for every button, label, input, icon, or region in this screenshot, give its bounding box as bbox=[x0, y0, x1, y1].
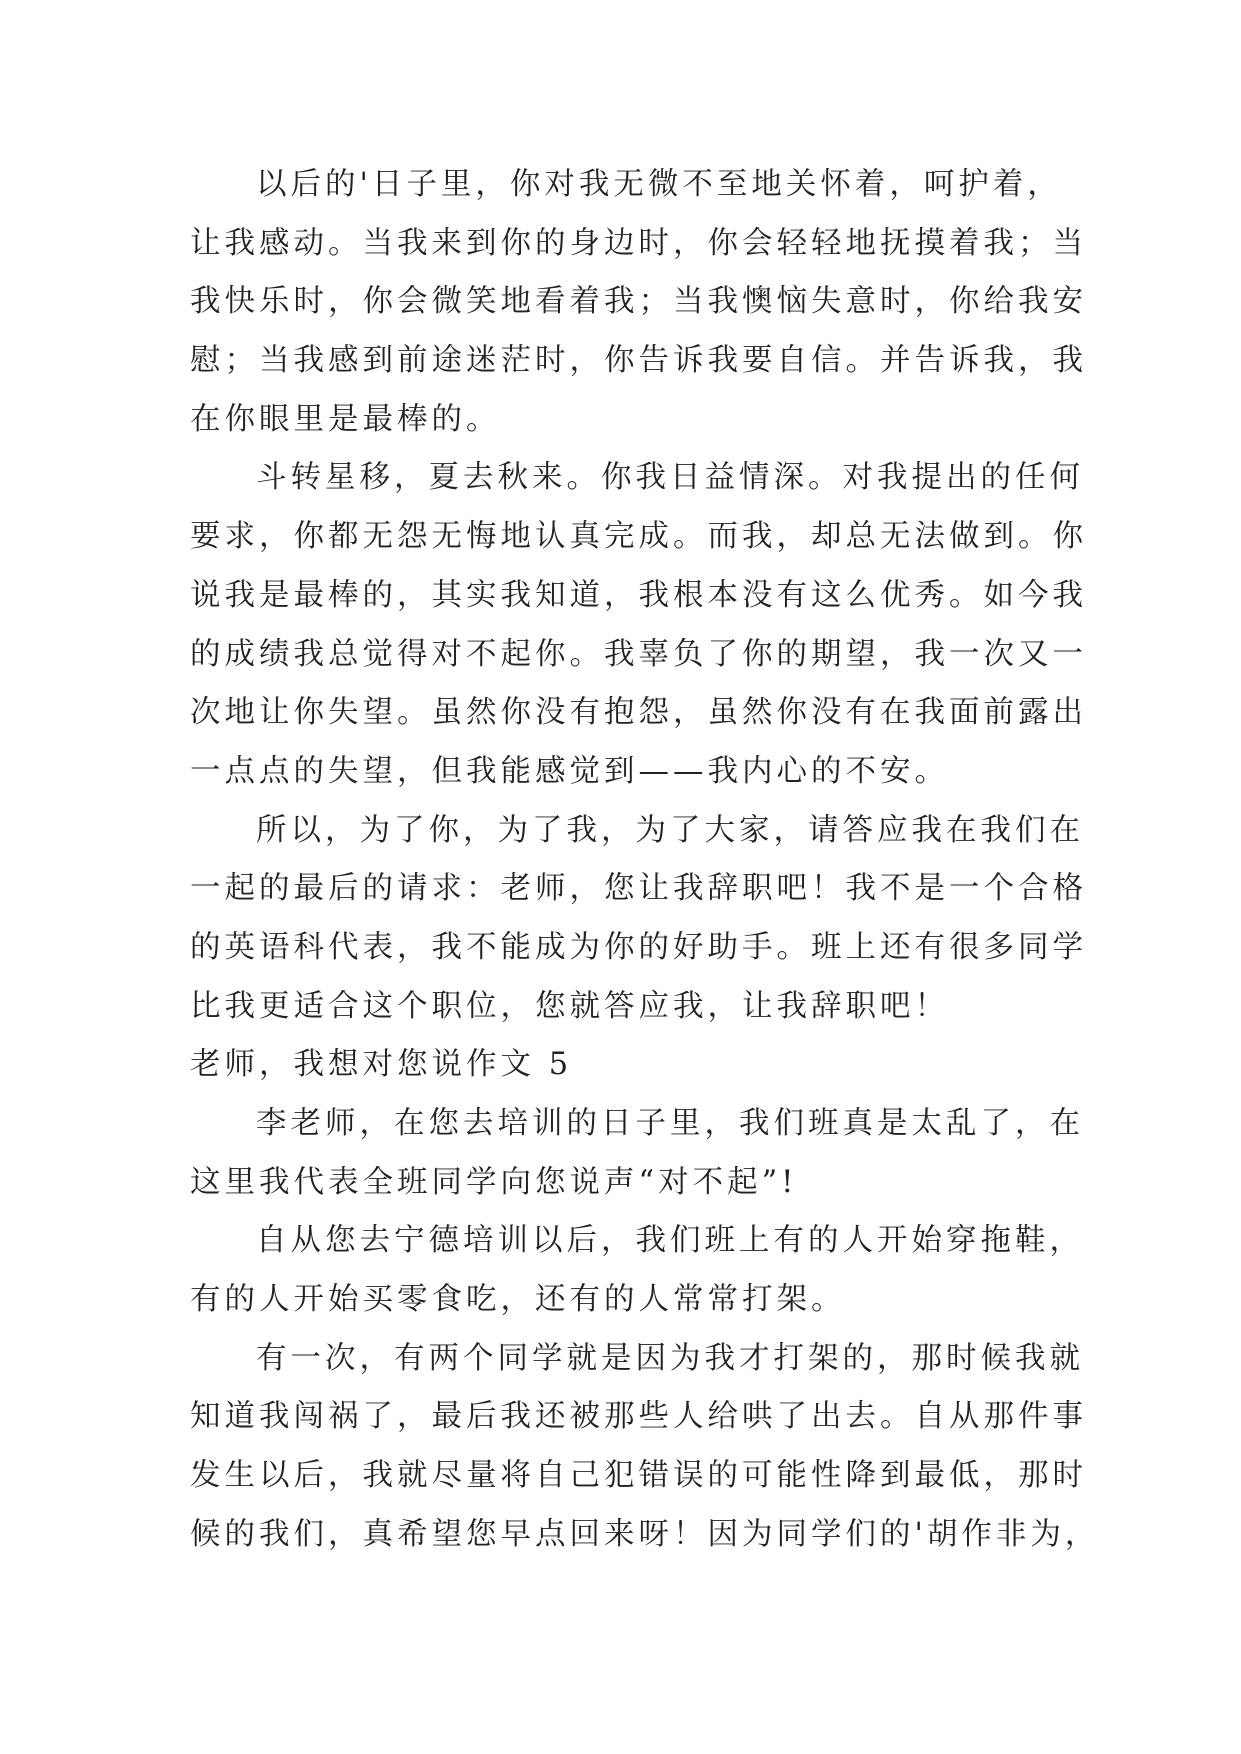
text-line: 李老师，在您去培训的日子里，我们班真是太乱了，在 bbox=[256, 1106, 1084, 1141]
text-line: 的英语科代表，我不能成为你的好助手。班上还有很多同学 bbox=[190, 929, 1087, 965]
text-line: 比我更适合这个职位，您就答应我，让我辞职吧！ bbox=[190, 988, 949, 1024]
text-line: 要求，你都无怨无悔地认真完成。而我，却总无法做到。你 bbox=[190, 519, 1087, 555]
text-line: 一起的最后的请求：老师，您让我辞职吧！我不是一个合格 bbox=[190, 871, 1087, 907]
text-line: 斗转星移，夏去秋来。你我日益情深。对我提出的任何 bbox=[256, 460, 1084, 496]
text-line: 的成绩我总觉得对不起你。我辜负了你的期望，我一次又一 bbox=[190, 636, 1087, 672]
text-line: 发生以后，我就尽量将自己犯错误的可能性降到最低，那时 bbox=[190, 1458, 1087, 1494]
text-line: 让我感动。当我来到你的身边时，你会轻轻地抚摸着我；当 bbox=[190, 225, 1087, 261]
text-line: 在你眼里是最棒的。 bbox=[190, 401, 501, 437]
section-heading: 老师，我想对您说作文 5 bbox=[190, 1047, 573, 1083]
text-line: 有的人开始买零食吃，还有的人常常打架。 bbox=[190, 1282, 846, 1318]
text-line: 有一次，有两个同学就是因为我才打架的，那时候我就 bbox=[256, 1340, 1084, 1376]
text-line: 我快乐时，你会微笑地看着我；当我懊恼失意时，你给我安 bbox=[190, 284, 1087, 320]
text-line: 次地让你失望。虽然你没有抱怨，虽然你没有在我面前露出 bbox=[190, 695, 1087, 731]
text-line: 以后的'日子里，你对我无微不至地关怀着，呵护着， bbox=[256, 167, 1062, 202]
text-line: 自从您去宁德培训以后，我们班上有的人开始穿拖鞋， bbox=[256, 1223, 1084, 1259]
text-line: 慰；当我感到前途迷茫时，你告诉我要自信。并告诉我，我 bbox=[190, 343, 1087, 379]
text-line: 知道我闯祸了，最后我还被那些人给哄了出去。自从那件事 bbox=[190, 1399, 1087, 1435]
text-line: 一点点的失望，但我能感觉到——我内心的不安。 bbox=[190, 753, 949, 789]
essay-body bbox=[190, 156, 1100, 1565]
text-line: 所以，为了你，为了我，为了大家，请答应我在我们在 bbox=[256, 812, 1084, 848]
text-line: 说我是最棒的，其实我知道，我根本没有这么优秀。如今我 bbox=[190, 577, 1087, 613]
text-line: 候的我们，真希望您早点回来呀！因为同学们的'胡作非为， bbox=[190, 1516, 1100, 1552]
text-line: 这里我代表全班同学向您说声“对不起”! bbox=[190, 1164, 798, 1200]
